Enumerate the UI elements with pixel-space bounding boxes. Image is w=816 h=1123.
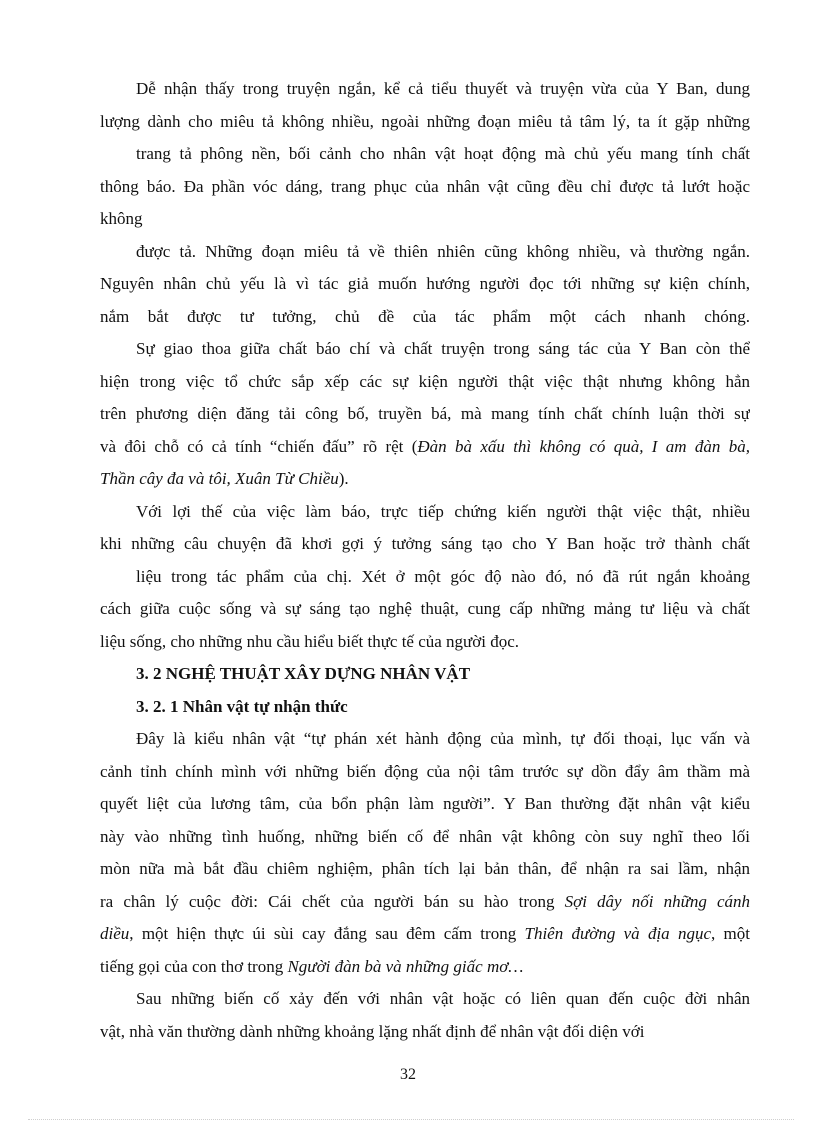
- subsection-heading: 3. 2. 1 Nhân vật tự nhận thức: [136, 696, 348, 716]
- page-bottom-divider: [28, 1119, 794, 1120]
- text-line: [100, 951, 750, 984]
- work-titles: Thần cây đa và tôi, Xuân Từ Chiều: [100, 469, 339, 488]
- text-line: [100, 918, 750, 951]
- text-run: tiếng gọi của con thơ trong: [100, 956, 288, 976]
- work-title: diều: [100, 924, 130, 943]
- work-title: Thiên đường và địa ngục: [524, 924, 712, 943]
- text-line: Với lợi thế của việc làm báo, trực tiếp chứng kiến người thật việc thật, nhiều: [136, 501, 750, 521]
- work-title: Người đàn bà và những giấc mơ…: [287, 956, 524, 976]
- work-titles: Đàn bà xấu thì không có quà, I am đàn bà,: [417, 436, 750, 456]
- text-line: Dễ nhận thấy trong truyện ngắn, kể cả tiểu thuyết và truyện vừa của Y Ban, dung: [136, 79, 750, 98]
- text-line: khi những câu chuyện đã khơi gợi ý tưởng sáng tạo cho Y Ban hoặc trở thành chất: [100, 534, 750, 553]
- text-line: lượng dành cho miêu tả không nhiều, ngoài những đoạn miêu tả tâm lý, ta ít gặp những: [100, 111, 750, 131]
- section-heading: 3. 2 NGHỆ THUẬT XÂY DỰNG NHÂN VẬT: [136, 664, 471, 683]
- page-number: 32: [400, 1066, 416, 1083]
- text-line: không: [100, 209, 143, 228]
- text-line: Sau những biến cố xảy đến với nhân vật hoặc có liên quan đến cuộc đời nhân: [136, 989, 750, 1008]
- text-line: Đây là kiểu nhân vật “tự phán xét hành động của mình, tự đối thoại, lục vấn và: [136, 729, 750, 748]
- text-line: được tả. Những đoạn miêu tả về thiên nhiên cũng không nhiều, và thường ngắn.: [136, 241, 750, 261]
- text-line: mòn nữa mà bắt đầu chiêm nghiệm, phân tích lại bản thân, để nhận ra sai lầm, nhận: [100, 859, 750, 878]
- paragraph-aftermath: [100, 983, 750, 1048]
- text-line: Sự giao thoa giữa chất báo chí và chất truyện trong sáng tác của Y Ban còn thể: [136, 339, 750, 358]
- text-run: và đôi chỗ có cả tính “chiến đấu” rõ rệt (: [100, 436, 418, 456]
- paragraph-journalism: [100, 333, 750, 496]
- text-line: cách giữa cuộc sống và sự sáng tạo nghệ thuật, cung cấp những mảng tư liệu và chất: [100, 599, 750, 618]
- text-line: này vào những tình huống, những biến cố để nhân vật không còn suy nghĩ theo lối: [100, 826, 750, 846]
- paragraph-description: [100, 73, 750, 333]
- text-line: Nguyên nhân chủ yếu là vì tác giả muốn hướng người đọc tới những sự kiện chính,: [100, 274, 750, 293]
- text-line: quyết liệt của lương tâm, của bổn phận làm người”. Y Ban thường đặt nhân vật kiểu: [100, 794, 750, 813]
- text-line: nắm bắt được tư tưởng, chủ đề của tác phẩm một cách nhanh chóng.: [100, 306, 750, 326]
- text-line: vật, nhà văn thường dành những khoảng lặng nhất định để nhân vật đối diện với: [100, 1021, 645, 1041]
- text-line: [100, 431, 750, 464]
- text-line: liệu trong tác phẩm của chị. Xét ở một góc độ nào đó, nó đã rút ngắn khoảng: [136, 566, 750, 586]
- text-line: [100, 886, 750, 919]
- text-line: trên phương diện đăng tải công bố, truyền bá, mà mang tính chất chính luận thời sự: [100, 404, 750, 423]
- text-line: [100, 463, 750, 496]
- text-run: , một hiện thực úi sùi cay đắng sau đêm cấm trong: [129, 924, 525, 943]
- text-line: trang tả phông nền, bối cảnh cho nhân vật hoạt động mà chủ yếu mang tính chất: [136, 144, 750, 163]
- text-line: hiện trong việc tổ chức sắp xếp các sự kiện người thật việc thật nhưng không hẳn: [100, 371, 750, 391]
- paragraph-self-aware-character: [100, 723, 750, 983]
- work-title: Sợi dây nối những cánh: [564, 891, 750, 911]
- text-line: liệu sống, cho những nhu cầu hiểu biết thực tế của người đọc.: [100, 631, 520, 651]
- text-run: ).: [338, 469, 349, 488]
- document-body: [100, 73, 750, 1048]
- text-line: thông báo. Đa phần vóc dáng, trang phục của nhân vật cũng đều chỉ được tả lướt hoặc: [100, 176, 750, 196]
- paragraph-reporting: [100, 496, 750, 659]
- text-run: ra chân lý cuộc đời: Cái chết của người bán su hào trong: [100, 891, 565, 911]
- text-line: cảnh tỉnh chính mình với những biến động của nội tâm trước sự dồn đẩy âm thầm mà: [100, 761, 750, 781]
- text-run: , một: [711, 924, 750, 943]
